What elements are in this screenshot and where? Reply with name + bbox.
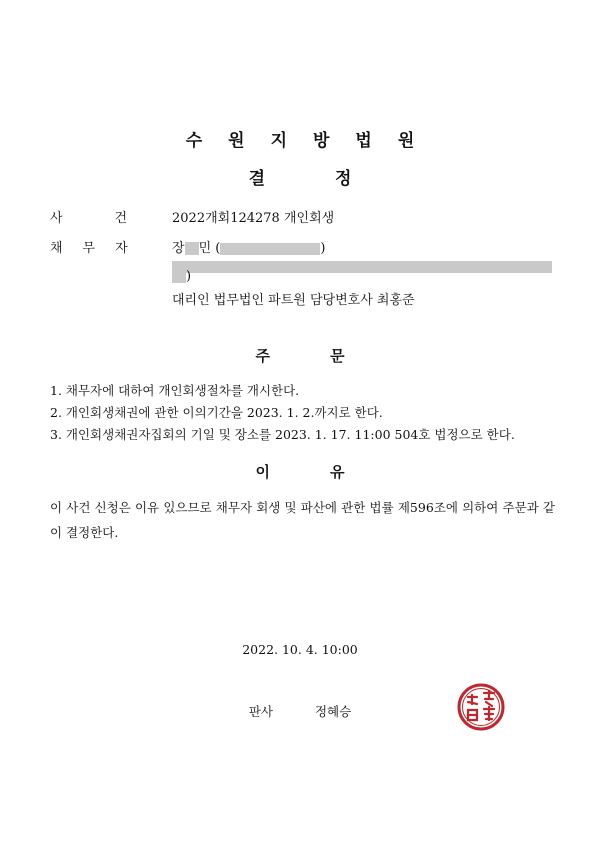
case-label-row xyxy=(50,207,180,226)
decision-date: 2022. 10. 4. 10:00 xyxy=(242,642,358,657)
redaction-bar xyxy=(172,271,186,283)
judge-seal-icon xyxy=(456,682,506,732)
redaction-bar xyxy=(185,242,199,255)
order-item: 2. 개인회생채권에 관한 이의기간을 2023. 1. 2.까지로 한다. xyxy=(50,405,383,420)
judge-name: 정혜승 xyxy=(314,704,352,719)
redaction-bar xyxy=(220,243,320,255)
paren-open: ( xyxy=(215,241,221,256)
case-value: 2022개회124278 개인회생 xyxy=(172,211,335,226)
debtor-name-line xyxy=(172,237,325,256)
document-type: 결정 xyxy=(248,169,422,189)
legal-agent: 대리인 법무법인 파트원 담당변호사 최홍준 xyxy=(172,293,415,308)
judge-title: 판사 xyxy=(248,704,273,719)
debtor-label: 채무자 xyxy=(50,241,148,256)
redaction-bar xyxy=(172,261,552,273)
debtor-surname: 장 xyxy=(172,241,185,256)
address-redaction xyxy=(172,256,552,275)
address-line-2 xyxy=(172,269,191,284)
court-name: 수원지방법원 xyxy=(185,131,441,151)
reason-text: 이 사건 신청은 이유 있으므로 채무자 회생 및 파산에 관한 법률 제596조에 의하여 주문과 같이 결정한다. xyxy=(50,500,555,540)
judge-line xyxy=(0,702,600,720)
address-paren-close: ) xyxy=(186,269,192,284)
paren-close: ) xyxy=(320,241,326,256)
debtor-given: 민 xyxy=(198,241,212,256)
case-label: 사건 xyxy=(50,211,180,226)
order-item: 1. 채무자에 대하여 개인회생절차를 개시한다. xyxy=(50,383,300,398)
order-heading: 주문 xyxy=(255,347,405,365)
order-item: 3. 개인회생채권자집회의 기일 및 장소를 2023. 1. 17. 11:00 504호 법정으로 한다. xyxy=(50,427,515,442)
reason-heading: 이유 xyxy=(255,463,405,481)
